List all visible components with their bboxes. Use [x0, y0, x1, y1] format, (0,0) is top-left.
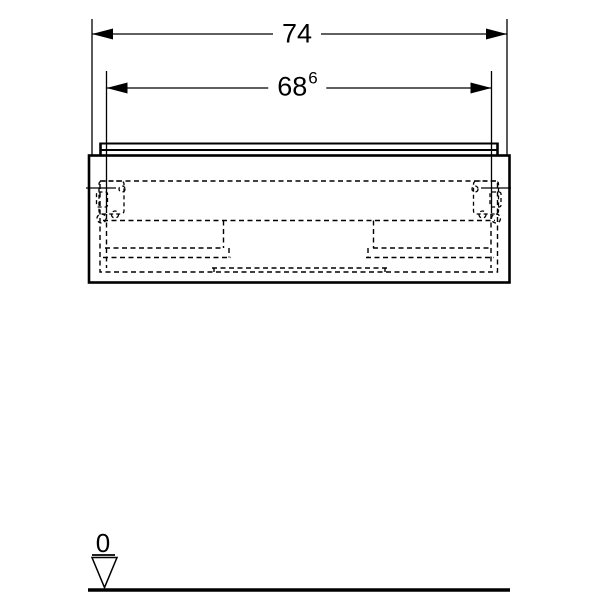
arrowhead-right: [486, 29, 507, 40]
bracket-screw-hole: [492, 214, 501, 223]
bracket-screw-hole: [97, 214, 106, 223]
dimension-superscript: 6: [308, 68, 318, 88]
zero-level-label: 0: [95, 528, 111, 558]
arrowhead-left: [107, 83, 128, 94]
dimension-value: 74: [281, 18, 313, 49]
cabinet-outline: [89, 143, 510, 283]
bracket-body: [99, 181, 124, 214]
inner-carcass-dashed: [100, 181, 498, 272]
mounting-bracket-left: [97, 181, 126, 223]
arrowhead-right: [471, 83, 492, 94]
dimension-overall-width-label: [273, 18, 321, 49]
arrowhead-left: [92, 29, 113, 40]
bracket-body: [474, 181, 499, 214]
dimension-inner-width-label: [268, 68, 326, 102]
floor-level: [88, 555, 510, 590]
level-datum-triangle-icon: [92, 558, 117, 588]
hidden-internal-lines: [100, 181, 498, 272]
cabinet-body: [89, 156, 510, 283]
dimension-value: 68: [277, 71, 308, 102]
mounting-bracket-right: [472, 181, 501, 223]
